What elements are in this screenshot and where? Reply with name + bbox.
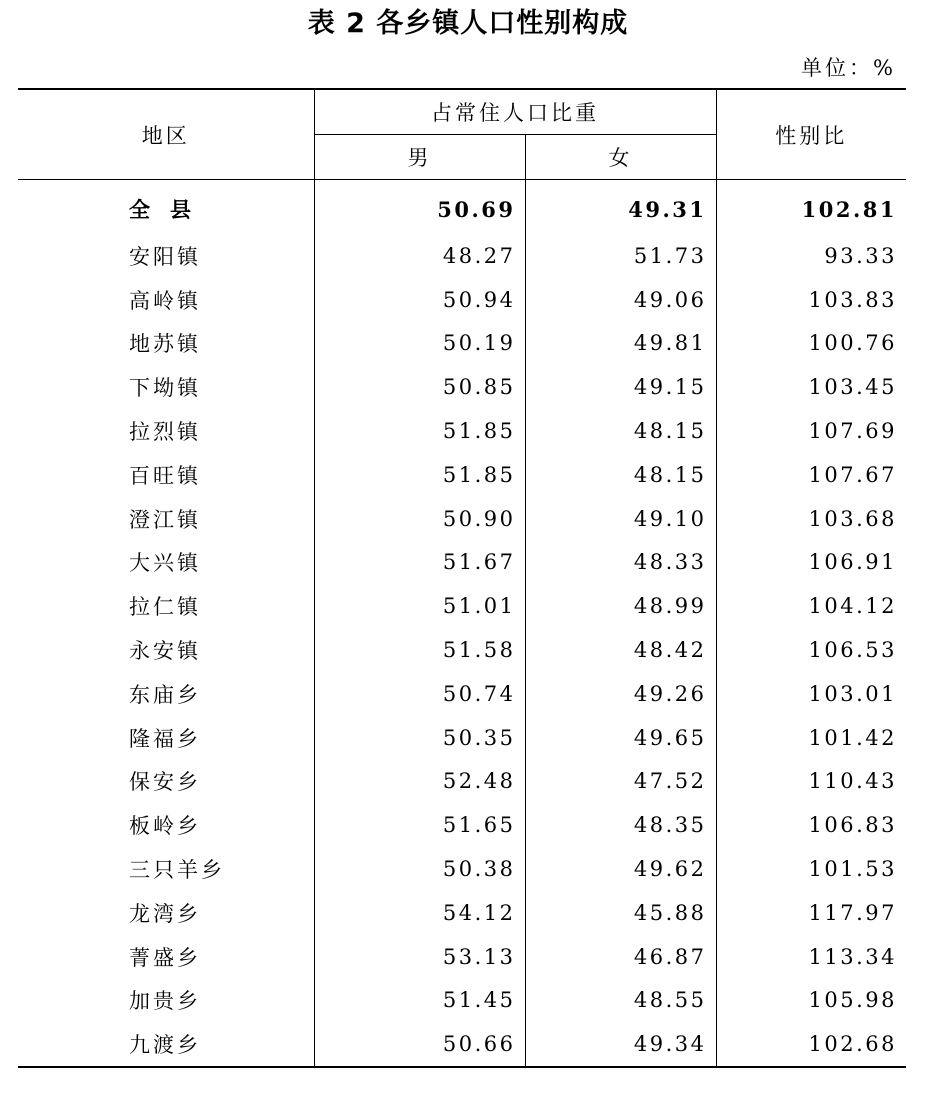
population-sex-table (18, 88, 906, 1068)
table-row (18, 234, 906, 278)
region-cell: 高岭镇 (18, 278, 314, 322)
table-row (18, 935, 906, 979)
sex-ratio-cell: 103.68 (808, 506, 897, 531)
table-row (18, 1022, 906, 1067)
female-share-cell: 48.15 (525, 453, 716, 497)
male-share-cell: 52.48 (314, 760, 525, 804)
female-share-cell: 48.55 (525, 979, 716, 1023)
sex-ratio-cell: 93.33 (824, 243, 897, 268)
male-share-cell: 51.58 (314, 628, 525, 672)
male-share-cell: 48.27 (314, 234, 525, 278)
region-cell: 三只羊乡 (18, 847, 314, 891)
sex-ratio-cell: 100.76 (808, 331, 897, 356)
female-share-cell: 49.10 (525, 497, 716, 541)
sex-ratio-cell: 107.69 (808, 419, 897, 444)
table-row (18, 409, 906, 453)
female-share-cell: 49.81 (525, 322, 716, 366)
sex-ratio-cell: 101.53 (808, 857, 897, 882)
header-region: 地区 (18, 89, 314, 180)
male-share-cell: 54.12 (314, 891, 525, 935)
female-share-cell: 46.87 (525, 935, 716, 979)
female-share-cell: 48.15 (525, 409, 716, 453)
region-cell: 隆福乡 (18, 716, 314, 760)
table-row (18, 322, 906, 366)
table-row-total (18, 180, 906, 235)
sex-ratio-cell: 106.91 (808, 550, 897, 575)
female-share-cell: 48.35 (525, 803, 716, 847)
table-row (18, 541, 906, 585)
female-share-cell: 45.88 (525, 891, 716, 935)
unit-label: 单位：% (801, 56, 896, 80)
male-share-cell: 51.45 (314, 979, 525, 1023)
male-share-cell: 53.13 (314, 935, 525, 979)
female-share-cell: 47.52 (525, 760, 716, 804)
table-row (18, 803, 906, 847)
sex-ratio-cell: 103.45 (808, 375, 897, 400)
header-share: 占常住人口比重 (314, 89, 716, 135)
header-sex-ratio: 性别比 (716, 89, 906, 180)
female-share-cell: 48.99 (525, 584, 716, 628)
male-share-cell: 50.94 (314, 278, 525, 322)
female-share-cell: 48.33 (525, 541, 716, 585)
female-share-cell: 49.34 (525, 1022, 716, 1067)
sex-ratio-cell: 101.42 (808, 725, 897, 750)
male-share-cell: 51.65 (314, 803, 525, 847)
sex-ratio-cell: 104.12 (808, 594, 897, 619)
female-share-cell: 49.62 (525, 847, 716, 891)
region-cell: 板岭乡 (18, 803, 314, 847)
region-cell: 拉仁镇 (18, 584, 314, 628)
sex-ratio-cell: 107.67 (808, 462, 897, 487)
sex-ratio-cell: 117.97 (808, 900, 897, 925)
table-body (18, 180, 906, 1068)
region-cell: 菁盛乡 (18, 935, 314, 979)
sex-ratio-cell: 103.01 (808, 681, 897, 706)
region-cell: 加贵乡 (18, 979, 314, 1023)
table-row (18, 760, 906, 804)
sex-ratio-cell: 106.83 (808, 813, 897, 838)
sex-ratio-cell: 103.83 (808, 287, 897, 312)
region-cell: 全县 (18, 180, 314, 235)
male-share-cell: 51.85 (314, 409, 525, 453)
region-cell: 永安镇 (18, 628, 314, 672)
region-cell: 保安乡 (18, 760, 314, 804)
sex-ratio-cell: 105.98 (808, 988, 897, 1013)
region-cell: 龙湾乡 (18, 891, 314, 935)
sex-ratio-cell: 110.43 (808, 769, 897, 794)
sex-ratio-cell: 102.68 (716, 1022, 906, 1067)
female-share-cell: 49.31 (525, 180, 716, 235)
female-share-cell: 51.73 (525, 234, 716, 278)
table-row (18, 497, 906, 541)
table-row (18, 891, 906, 935)
female-share-cell: 49.06 (525, 278, 716, 322)
male-share-cell: 50.38 (314, 847, 525, 891)
region-cell: 百旺镇 (18, 453, 314, 497)
male-share-cell: 51.01 (314, 584, 525, 628)
table-row (18, 847, 906, 891)
male-share-cell: 50.66 (314, 1022, 525, 1067)
sex-ratio-cell: 113.34 (808, 944, 897, 969)
female-share-cell: 49.26 (525, 672, 716, 716)
male-share-cell: 50.19 (314, 322, 525, 366)
female-share-cell: 48.42 (525, 628, 716, 672)
female-share-cell: 49.65 (525, 716, 716, 760)
region-cell: 东庙乡 (18, 672, 314, 716)
male-share-cell: 50.74 (314, 672, 525, 716)
table-row (18, 716, 906, 760)
region-cell: 安阳镇 (18, 234, 314, 278)
male-share-cell: 50.69 (314, 180, 525, 235)
region-cell: 九渡乡 (18, 1022, 314, 1067)
sex-ratio-cell: 102.81 (801, 196, 897, 222)
table-row (18, 584, 906, 628)
table-row (18, 278, 906, 322)
region-cell: 澄江镇 (18, 497, 314, 541)
male-share-cell: 50.35 (314, 716, 525, 760)
table-row (18, 365, 906, 409)
table-row (18, 453, 906, 497)
table-row (18, 979, 906, 1023)
region-cell: 拉烈镇 (18, 409, 314, 453)
male-share-cell: 51.67 (314, 541, 525, 585)
region-cell: 大兴镇 (18, 541, 314, 585)
male-share-cell: 50.90 (314, 497, 525, 541)
male-share-cell: 50.85 (314, 365, 525, 409)
table-row (18, 672, 906, 716)
female-share-cell: 49.15 (525, 365, 716, 409)
table-row (18, 628, 906, 672)
header-female: 女 (525, 135, 716, 180)
male-share-cell: 51.85 (314, 453, 525, 497)
sex-ratio-cell: 106.53 (808, 638, 897, 663)
region-cell: 下坳镇 (18, 365, 314, 409)
region-cell: 地苏镇 (18, 322, 314, 366)
table-title: 表 2 各乡镇人口性别构成 (307, 8, 629, 39)
header-male: 男 (314, 135, 525, 180)
